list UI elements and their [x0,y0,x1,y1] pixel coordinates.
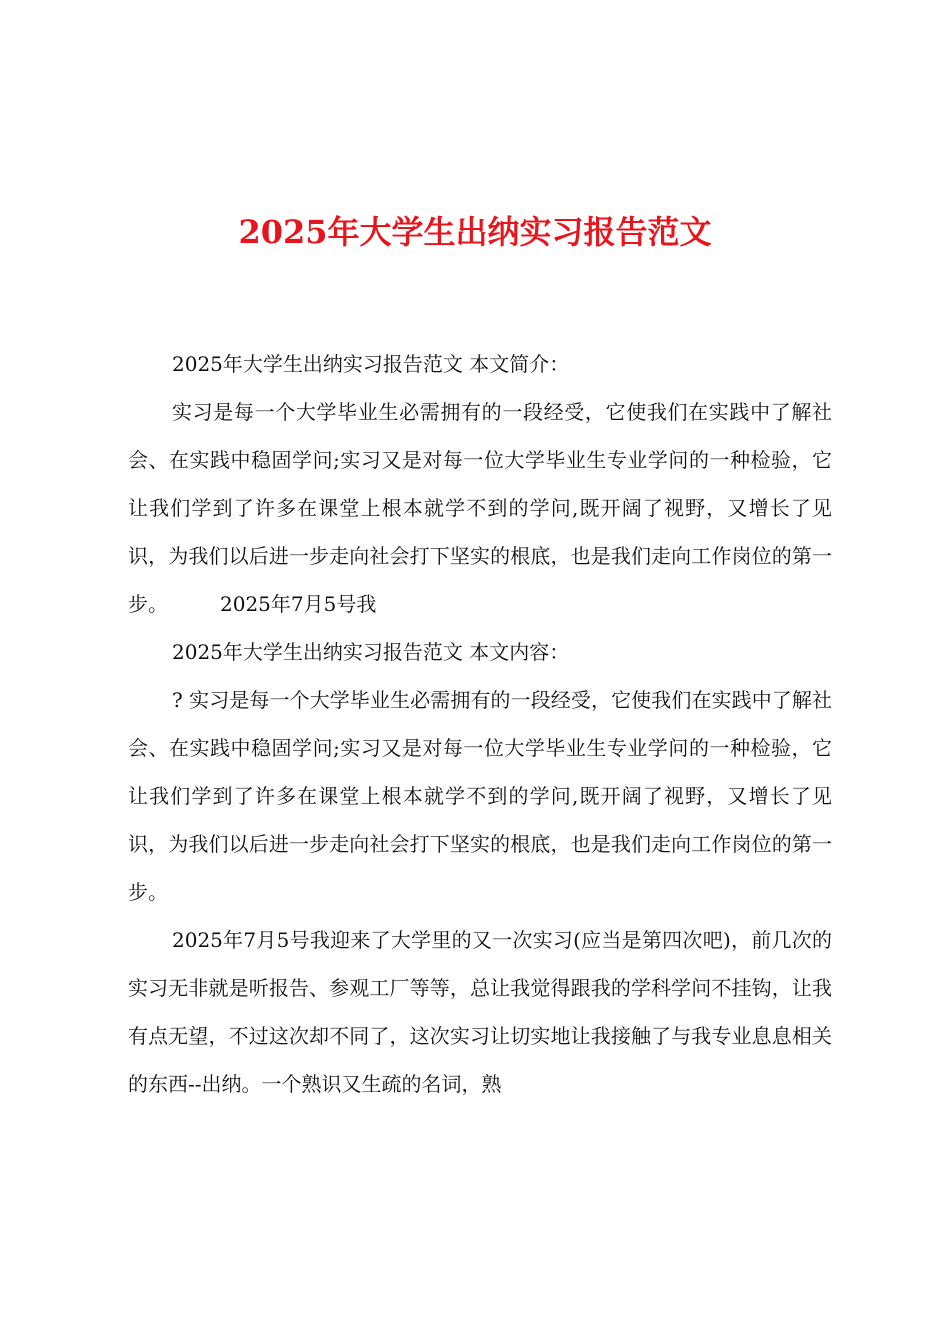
content-paragraph-1: ? 实习是每一个大学毕业生必需拥有的一段经受，它使我们在实践中了解社会、在实践中稳固学问;实习又是对每一位大学毕业生专业学问的一种检验，它让我们学到了许多在课堂上根本就学不到的学问,既开阔了视野，又增长了见识，为我们以后进一步走向社会打下坚实的根底，也是我们走向工作岗位的第一步。 [128,688,832,904]
intro-label: 2025年大学生出纳实习报告范文 本文简介： [172,352,570,376]
content-label: 2025年大学生出纳实习报告范文 本文内容： [172,640,570,664]
intro-tail: 2025年7月5号我 [220,592,377,616]
intro-paragraph [128,388,832,628]
content-paragraph-2: 2025年7月5号我迎来了大学里的又一次实习(应当是第四次吧)，前几次的实习无非就是听报告、参观工厂等等，总让我觉得跟我的学科学问不挂钩，让我有点无望，不过这次却不同了，这次实习让切实地让我接触了与我专业息息相关的东西--出纳。一个熟识又生疏的名词，熟 [128,928,832,1096]
document-title: 2025年大学生出纳实习报告范文 [238,213,712,251]
intro-text: 实习是每一个大学毕业生必需拥有的一段经受，它使我们在实践中了解社会、在实践中稳固学问;实习又是对每一位大学毕业生专业学问的一种检验，它让我们学到了许多在课堂上根本就学不到的学问,既开阔了视野，又增长了见识，为我们以后进一步走向社会打下坚实的根底，也是我们走向工作岗位的第一步。 [128,400,832,616]
document-body [128,340,832,1108]
